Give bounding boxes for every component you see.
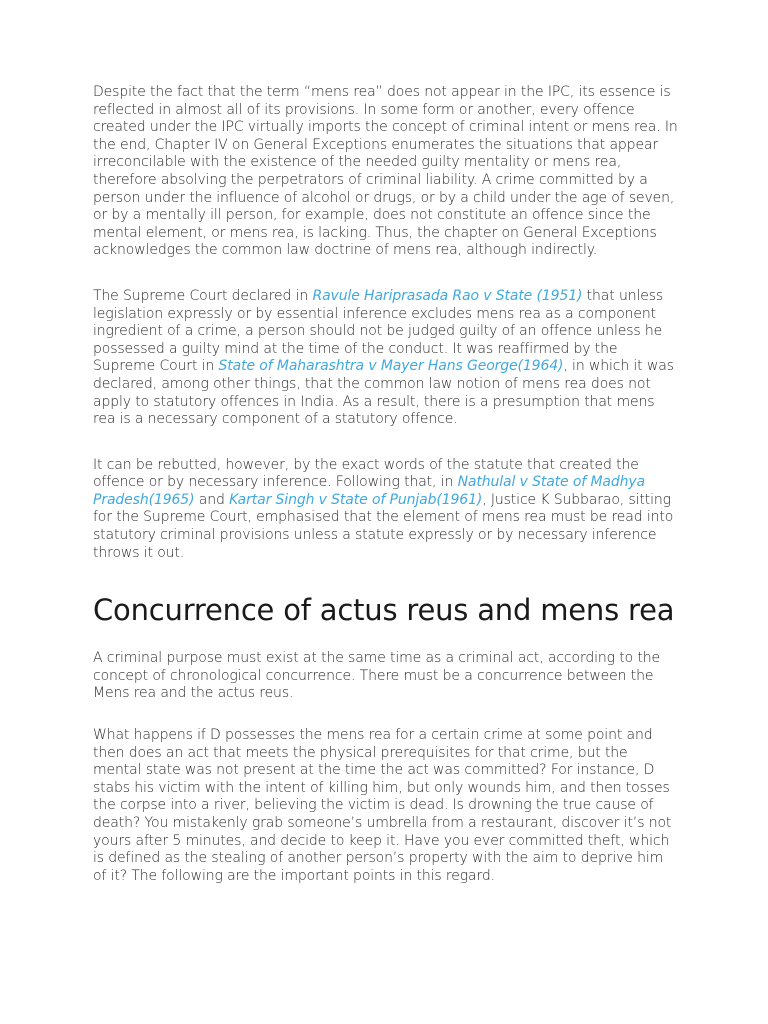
paragraph-text: and (194, 491, 230, 508)
paragraph-mens-rea-ipc: Despite the fact that the term “mens rea” does not appear in the IPC, its essence is reflected in almost all of its provisions. In some form or another, every offence created under the IPC virtually imports the concept of criminal intent or mens rea. In the end, Chapter IV on General Exceptions enumerates the situations that appear irreconcilable with the existence of the needed guilty mentality or mens rea, therefore absolving the perpetrators of criminal liability. A crime committed by a person under the influence of alcohol or drugs, or by a child under the age of seven, or by a mentally ill person, for example, does not constitute an offence since the mental element, or mens rea, is lacking. Thus, the chapter on General Exceptions acknowledges the common law doctrine of mens rea, although indirectly. (93, 84, 678, 259)
section-heading: Concurrence of actus reus and mens rea (93, 593, 675, 628)
paragraph-text: The Supreme Court declared in (93, 287, 313, 304)
paragraph-text: , in which it was declared, among other things, that the common law notion of mens rea does not apply to statutory offences in India. As a result, there is a presumption that mens rea is a necessary component of a statutory offence. (93, 358, 674, 428)
paragraph-text: It can be rebutted, however, by the exact words of the statute that created the offence or by necessary inference. Following that, in (93, 456, 639, 491)
paragraph-example: What happens if D possesses the mens rea for a certain crime at some point and then does an act that meets the physical prerequisites for that crime, but the mental state was not present at the time the act was committed? For instance, D stabs his victim with the intent of killing him, but only wounds him, and then tosses the corpse into a river, believing the victim is dead. Is drowning the true cause of death? You mistakenly grab someone’s umbrella from a restaurant, discover it’s not yours after 5 minutes, and decide to keep it. Have you ever committed theft, which is defined as the stealing of another person’s property with the aim to deprive him of it? The following are the important points in this regard. (93, 727, 672, 884)
case-link-mayer-hans-george[interactable]: State of Maharashtra v Mayer Hans George(1964) (218, 358, 564, 375)
paragraph-text: , Justice K Subbarao, sitting for the Supreme Court, emphasised that the element of mens rea must be read into statutory criminal provisions unless a statute expressly or by necessary inference throws it out. (93, 491, 674, 561)
paragraph-supreme-court (93, 288, 678, 429)
article-body (93, 84, 678, 885)
case-link-nathulal[interactable]: Nathulal v State of Madhya Pradesh(1965) (93, 474, 646, 508)
paragraph-rebuttal (93, 457, 678, 563)
case-link-kartar-singh[interactable]: Kartar Singh v State of Punjab(1961) (229, 491, 483, 508)
paragraph-concurrence: A criminal purpose must exist at the same time as a criminal act, according to the concept of chronological concurrence. There must be a concurrence between the Mens rea and the actus reus. (93, 650, 661, 702)
case-link-ravule-hariprasada-rao[interactable]: Ravule Hariprasada Rao v State (1951) (312, 287, 583, 304)
paragraph-text: that unless legislation expressly or by essential inference excludes mens rea as a component ingredient of a crime, a person should not be judged guilty of an offence unless he possessed a guilty mind at the time of the conduct. It was reaffirmed by the Supreme Court in (93, 287, 664, 375)
